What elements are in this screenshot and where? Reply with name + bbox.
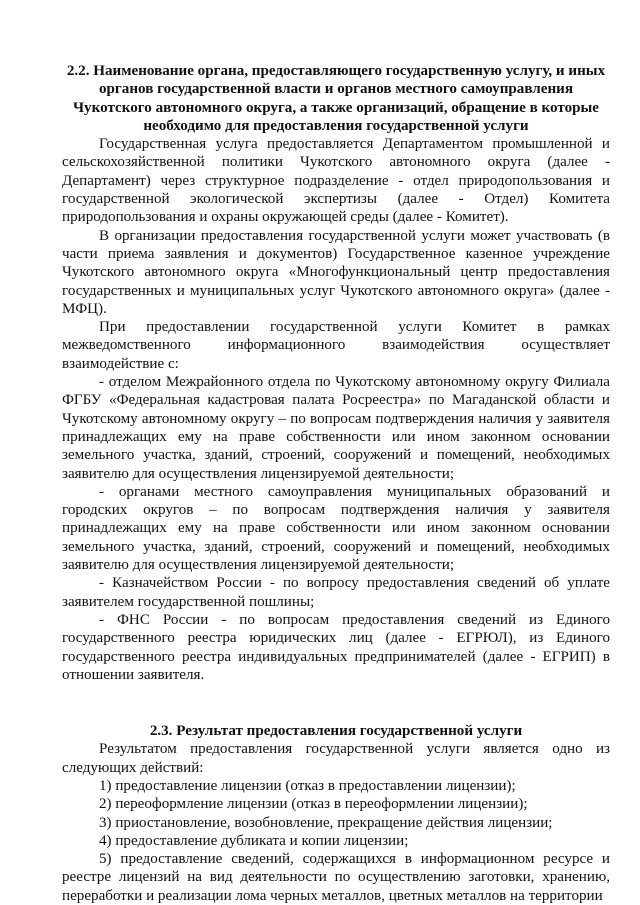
result-item: 1) предоставление лицензии (отказ в предоставлении лицензии);: [99, 777, 516, 794]
list-item-rosreestr: - отделом Межрайонного отдела по Чукотскому автономному округу Филиала ФГБУ «Федеральная кадастровая палата Росреестра» по Магаданской области и Чукотскому автономному округу – по вопросам подтверждения наличия у заявителя принадлежащих ему на праве собственности или ином законном основании земельного участка, зданий, строений, сооружений и помещений, необходимых заявителю для осуществления лицензируемой деятельности;: [62, 374, 610, 482]
section-2-3-heading: 2.3. Результат предоставления государственной услуги: [149, 723, 523, 740]
paragraph-department: Государственная услуга предоставляется Департаментом промышленной и сельскохозяйственной политики Чукотского автономного округа (далее - Департамент) через структурное подразделение - отдел природопользования и государственной экологической экспертизы (далее - Отдел) Комитета природопользования и охраны окружающей среды (далее - Комитет).: [62, 136, 610, 226]
list-item-treasury: - Казначейством России - по вопросу предоставления сведений об уплате заявителем государственной пошлины;: [62, 575, 610, 610]
list-item-local-government: - органами местного самоуправления муниципальных образований и городских округов – по вопросам подтверждения наличия у заявителя принадлежащих ему на праве собственности или ином законном основании земельного участка, зданий, строений, сооружений и помещений, необходимых заявителю для осуществления лицензируемой деятельности;: [62, 483, 610, 574]
section-2-2-heading: [62, 62, 610, 135]
result-intro: Результатом предоставления государственной услуги является одно из следующих действий:: [62, 741, 610, 776]
heading-line: органов государственной власти и органов местного самоуправления: [98, 81, 574, 98]
result-item: 2) переоформление лицензии (отказ в переоформлении лицензии);: [99, 796, 528, 813]
heading-line: необходимо для предоставления государственной услуги: [143, 117, 529, 134]
paragraph-mfc: В организации предоставления государственной услуги может участвовать (в части приема заявления и документов) Государственное казенное учреждение Чукотского автономного округа «Многофункциональный центр предоставления государственных и муниципальных услуг Чукотского автономного округа» (далее - МФЦ).: [62, 227, 610, 317]
section-gap: [62, 684, 610, 722]
paragraph-interaction: При предоставлении государственной услуги Комитет в рамках межведомственного информационного взаимодействия осуществляет взаимодействие с:: [62, 319, 610, 372]
heading-line: 2.2. Наименование органа, предоставляющего государственную услугу, и иных: [66, 63, 606, 79]
document-page: [62, 62, 610, 905]
result-item: 3) приостановление, возобновление, прекращение действия лицензии;: [99, 814, 553, 831]
result-item: 5) предоставление сведений, содержащихся в информационном ресурсе и реестре лицензий на вид деятельности по осуществлению заготовки, хранению, переработки и реализации лома черных металлов, цветных металлов на территории: [62, 851, 610, 904]
list-item-fns: - ФНС России - по вопросам предоставления сведений из Единого государственного реестра юридических лиц (далее - ЕГРЮЛ), из Единого государственного реестра индивидуальных предпринимателей (далее - ЕГРИП) в отношении заявителя.: [62, 611, 610, 683]
result-item: 4) предоставление дубликата и копии лицензии;: [99, 832, 409, 849]
heading-line: Чукотского автономного округа, а также организаций, обращение в которые: [72, 99, 600, 116]
